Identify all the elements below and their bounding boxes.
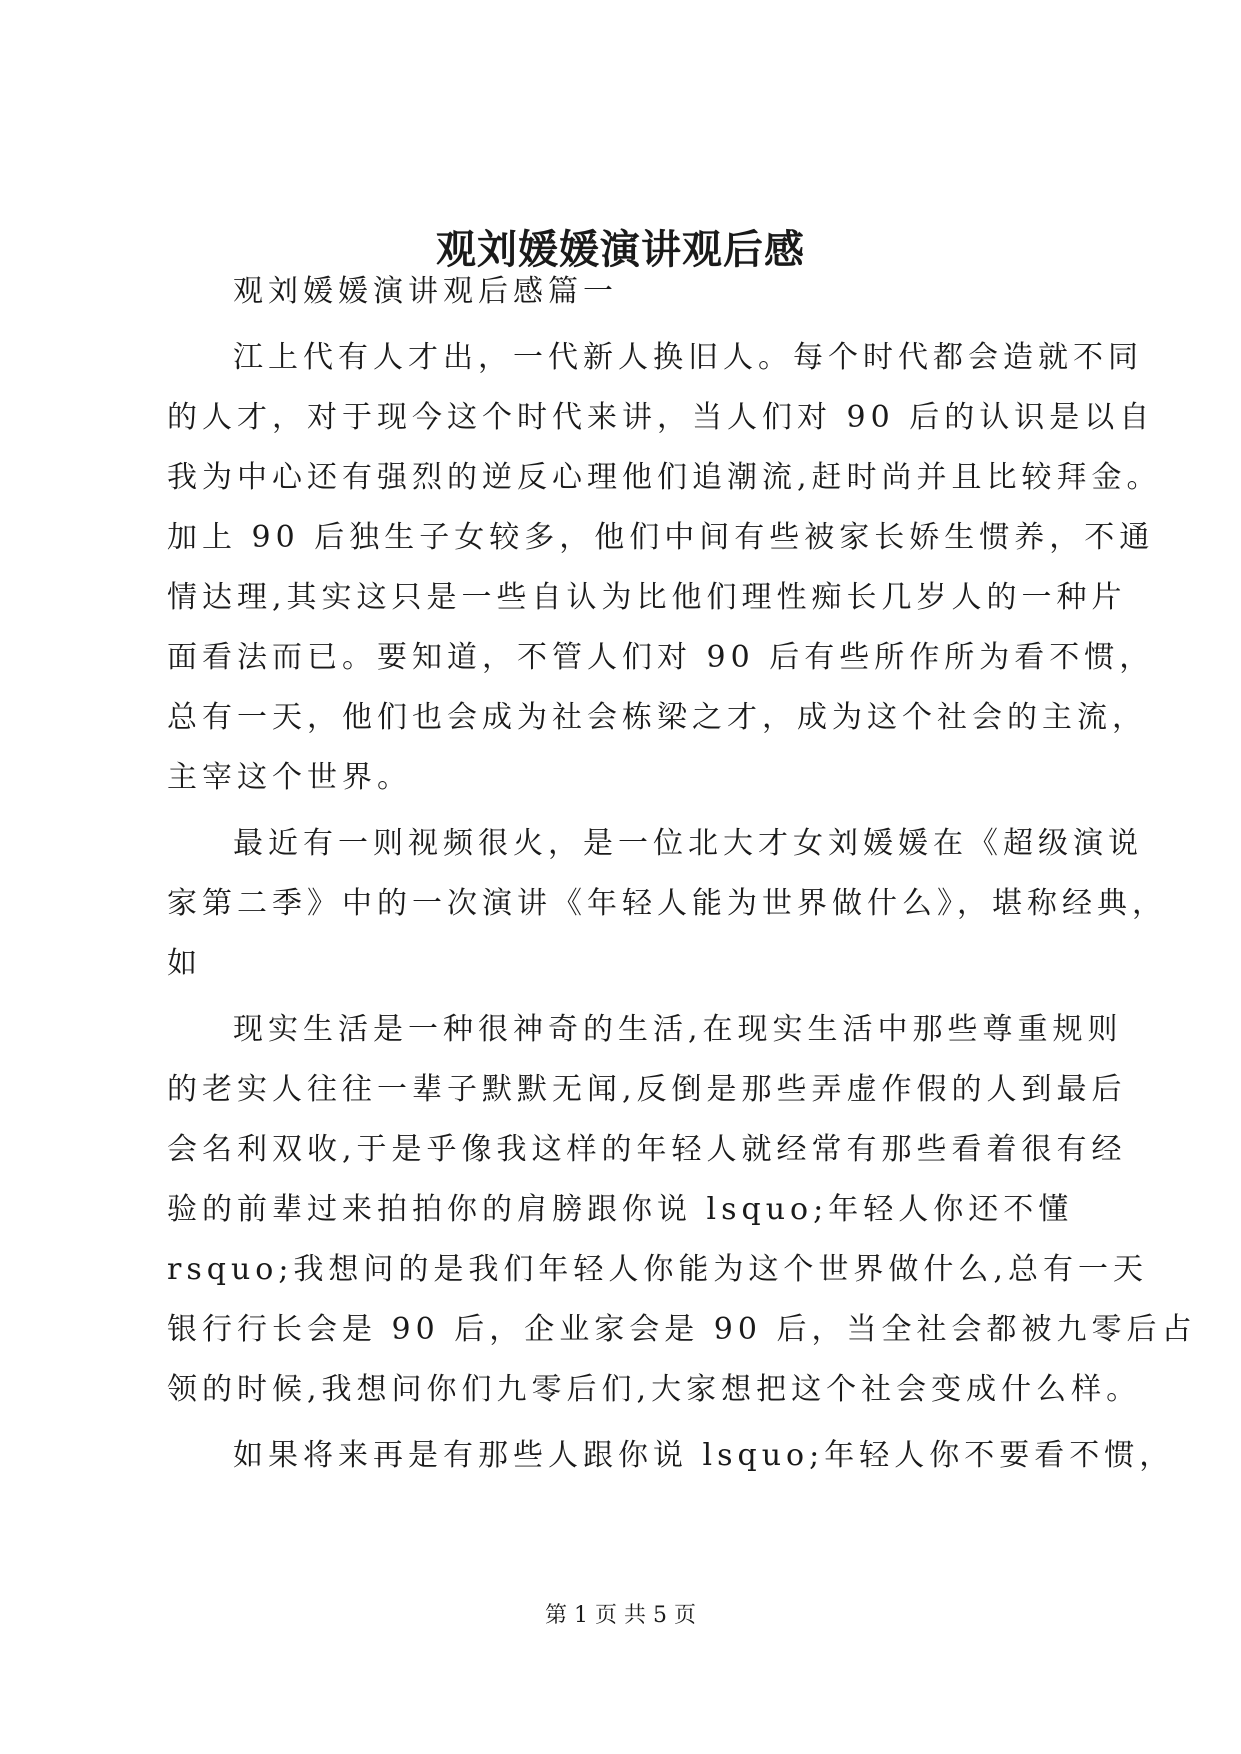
paragraph-line: 验的前辈过来拍拍你的肩膀跟你说 lsquo;年轻人你还不懂 [167, 1192, 1074, 1227]
paragraph-line: 情达理,其实这只是一些自认为比他们理性痴长几岁人的一种片 [167, 580, 1127, 615]
paragraph-line: 加上 90 后独生子女较多，他们中间有些被家长娇生惯养，不通 [167, 520, 1155, 555]
paragraph-line: 如 [167, 946, 202, 981]
paragraph [167, 1426, 1175, 1486]
paragraph-line: 会名利双收,于是乎像我这样的年轻人就经常有那些看着很有经 [167, 1132, 1127, 1167]
page-number: 第 1 页 共 5 页 [545, 1603, 696, 1628]
paragraph-line: 江上代有人才出，一代新人换旧人。每个时代都会造就不同 [233, 340, 1143, 375]
paragraph [167, 1000, 1197, 1420]
paragraph-line: 如果将来再是有那些人跟你说 lsquo;年轻人你不要看不惯， [233, 1438, 1175, 1473]
paragraph-line: 面看法而已。要知道，不管人们对 90 后有些所作所为看不惯， [167, 640, 1155, 675]
document-title: 观刘媛媛演讲观后感 [436, 226, 805, 273]
paragraph-line: rsquo;我想问的是我们年轻人你能为这个世界做什么,总有一天 [167, 1252, 1148, 1287]
page-footer [0, 1601, 1241, 1631]
paragraph-line: 的老实人往往一辈子默默无闻,反倒是那些弄虚作假的人到最后 [167, 1072, 1127, 1107]
paragraph [167, 328, 1162, 808]
document-subtitle: 观刘媛媛演讲观后感篇一 [233, 274, 618, 309]
paragraph-line: 我为中心还有强烈的逆反心理他们追潮流,赶时尚并且比较拜金。 [167, 460, 1162, 495]
paragraph-line: 总有一天，他们也会成为社会栋梁之才，成为这个社会的主流， [167, 700, 1147, 735]
document-body [167, 262, 1197, 1486]
paragraph-line: 银行行长会是 90 后，企业家会是 90 后，当全社会都被九零后占 [167, 1312, 1197, 1347]
paragraph-line: 主宰这个世界。 [167, 760, 412, 795]
paragraph [167, 814, 1167, 994]
paragraph-line: 的人才，对于现今这个时代来讲，当人们对 90 后的认识是以自 [167, 400, 1155, 435]
paragraph-line: 现实生活是一种很神奇的生活,在现实生活中那些尊重规则 [233, 1012, 1123, 1047]
paragraph-line: 最近有一则视频很火，是一位北大才女刘媛媛在《超级演说 [233, 826, 1143, 861]
paragraph-line: 领的时候,我想问你们九零后们,大家想把这个社会变成什么样。 [167, 1372, 1142, 1407]
paragraph-line: 家第二季》中的一次演讲《年轻人能为世界做什么》，堪称经典， [167, 886, 1167, 921]
